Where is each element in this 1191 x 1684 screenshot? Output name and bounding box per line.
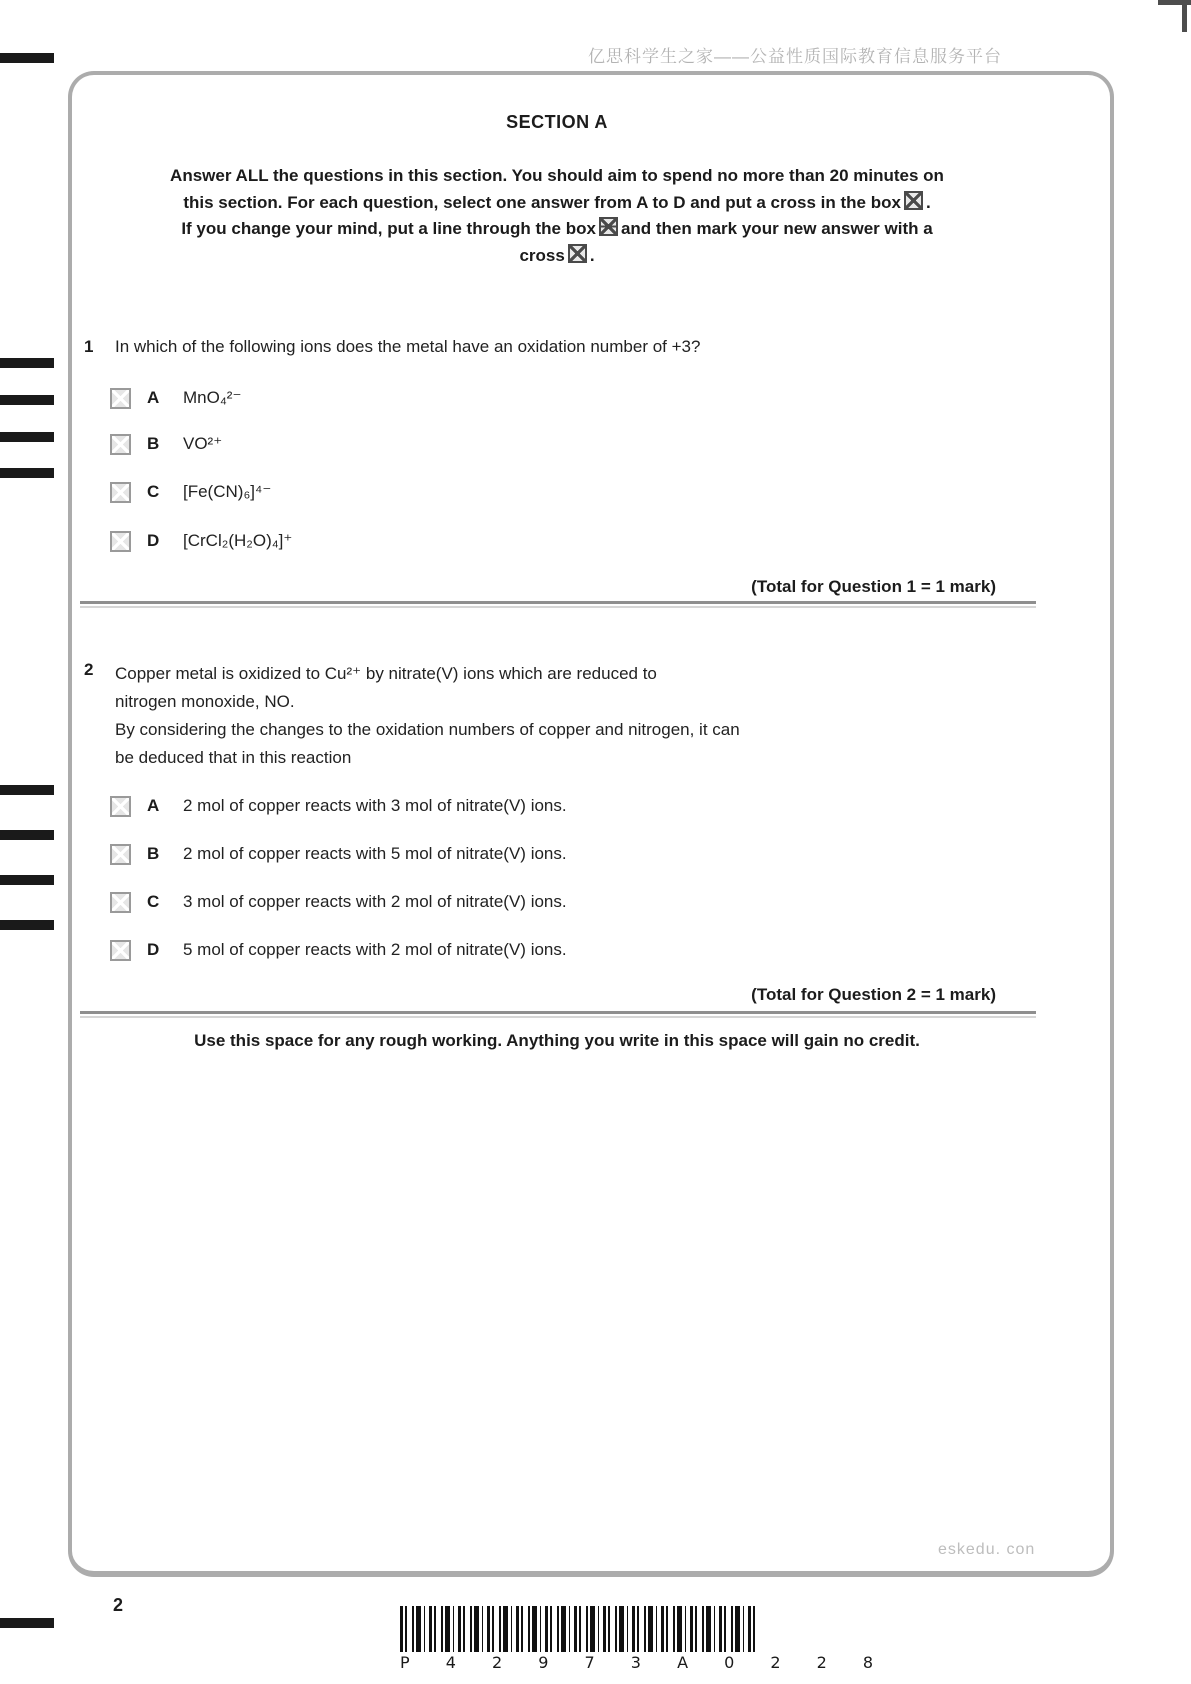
barcode-label: P 4 2 9 7 3 A 0 2 2 8 xyxy=(400,1653,885,1672)
option-text: MnO₄²⁻ xyxy=(183,388,242,407)
question-1-option-a xyxy=(110,387,241,409)
answer-checkbox-icon[interactable] xyxy=(110,892,131,913)
option-text: 3 mol of copper reacts with 2 mol of nitrate(V) ions. xyxy=(183,892,567,911)
page-number: 2 xyxy=(113,1595,124,1615)
section-instructions xyxy=(70,163,1044,269)
rough-work-note: Use this space for any rough working. Anything you write in this space will gain no credit. xyxy=(194,1031,920,1050)
option-text: 2 mol of copper reacts with 5 mol of nitrate(V) ions. xyxy=(183,844,567,863)
question-2-option-a xyxy=(110,795,567,817)
edge-mark xyxy=(0,1618,54,1628)
edge-mark xyxy=(0,395,54,405)
option-letter: C xyxy=(147,482,160,501)
instructions-line-4: cross . xyxy=(519,245,595,265)
answer-checkbox-icon[interactable] xyxy=(110,940,131,961)
question-2-line: nitrogen monoxide, NO. xyxy=(115,692,295,711)
answer-checkbox-icon[interactable] xyxy=(110,531,131,552)
corner-crop-mark xyxy=(1182,0,1187,32)
option-letter: B xyxy=(147,844,160,863)
option-letter: D xyxy=(147,940,160,959)
edge-mark xyxy=(0,358,54,368)
question-2-line: Copper metal is oxidized to Cu²⁺ by nitrate(V) ions which are reduced to xyxy=(115,664,657,683)
answer-checkbox-icon[interactable] xyxy=(110,796,131,817)
edge-mark xyxy=(0,830,54,840)
question-1-option-b xyxy=(110,433,222,455)
instructions-line-3: If you change your mind, put a line through the box and then mark your new answer with a xyxy=(181,219,933,238)
answer-checkbox-icon[interactable] xyxy=(110,388,131,409)
barcode xyxy=(400,1606,760,1652)
divider xyxy=(80,601,1036,608)
edge-mark xyxy=(0,468,54,478)
divider xyxy=(80,1011,1036,1018)
option-text: 2 mol of copper reacts with 3 mol of nitrate(V) ions. xyxy=(183,796,567,815)
instructions-line-2: this section. For each question, select one answer from A to D and put a cross in the box . xyxy=(183,192,931,212)
edge-mark xyxy=(0,785,54,795)
question-1-number: 1 xyxy=(84,337,94,356)
top-watermark: 亿思科学生之家——公益性质国际教育信息服务平台 xyxy=(588,47,1002,66)
question-1-option-d xyxy=(110,530,292,552)
option-letter: A xyxy=(147,388,160,407)
edge-mark xyxy=(0,53,54,63)
crossed-box-icon xyxy=(904,191,923,210)
option-letter: B xyxy=(147,434,160,453)
answer-checkbox-icon[interactable] xyxy=(110,434,131,455)
answer-checkbox-icon[interactable] xyxy=(110,482,131,503)
question-2-number: 2 xyxy=(84,660,94,679)
answer-checkbox-icon[interactable] xyxy=(110,844,131,865)
option-text: VO²⁺ xyxy=(183,434,223,453)
question-2-text xyxy=(115,660,1015,772)
option-letter: D xyxy=(147,531,160,550)
instructions-line-1: Answer ALL the questions in this section. You should aim to spend no more than 20 minutes on xyxy=(170,166,944,185)
question-2-total: (Total for Question 2 = 1 mark) xyxy=(751,985,996,1004)
bottom-watermark: eskedu. con xyxy=(938,1541,1036,1558)
question-2-option-c xyxy=(110,891,567,913)
content-frame xyxy=(68,71,1114,1577)
edge-mark xyxy=(0,432,54,442)
question-1-total: (Total for Question 1 = 1 mark) xyxy=(751,577,996,596)
question-2-option-d xyxy=(110,939,567,961)
edge-mark xyxy=(0,920,54,930)
section-title: SECTION A xyxy=(506,112,608,132)
question-2-option-b xyxy=(110,843,567,865)
question-1-text: In which of the following ions does the metal have an oxidation number of +3? xyxy=(115,337,701,356)
crossed-box-strikethrough-icon xyxy=(599,217,618,236)
question-1-option-c xyxy=(110,481,271,503)
option-text: [CrCl₂(H₂O)₄]⁺ xyxy=(183,531,293,550)
option-text: 5 mol of copper reacts with 2 mol of nitrate(V) ions. xyxy=(183,940,567,959)
option-text: [Fe(CN)₆]⁴⁻ xyxy=(183,482,272,501)
option-letter: A xyxy=(147,796,160,815)
option-letter: C xyxy=(147,892,160,911)
question-2-line: be deduced that in this reaction xyxy=(115,748,352,767)
question-2-line: By considering the changes to the oxidation numbers of copper and nitrogen, it can xyxy=(115,720,740,739)
crossed-box-icon xyxy=(568,244,587,263)
edge-mark xyxy=(0,875,54,885)
